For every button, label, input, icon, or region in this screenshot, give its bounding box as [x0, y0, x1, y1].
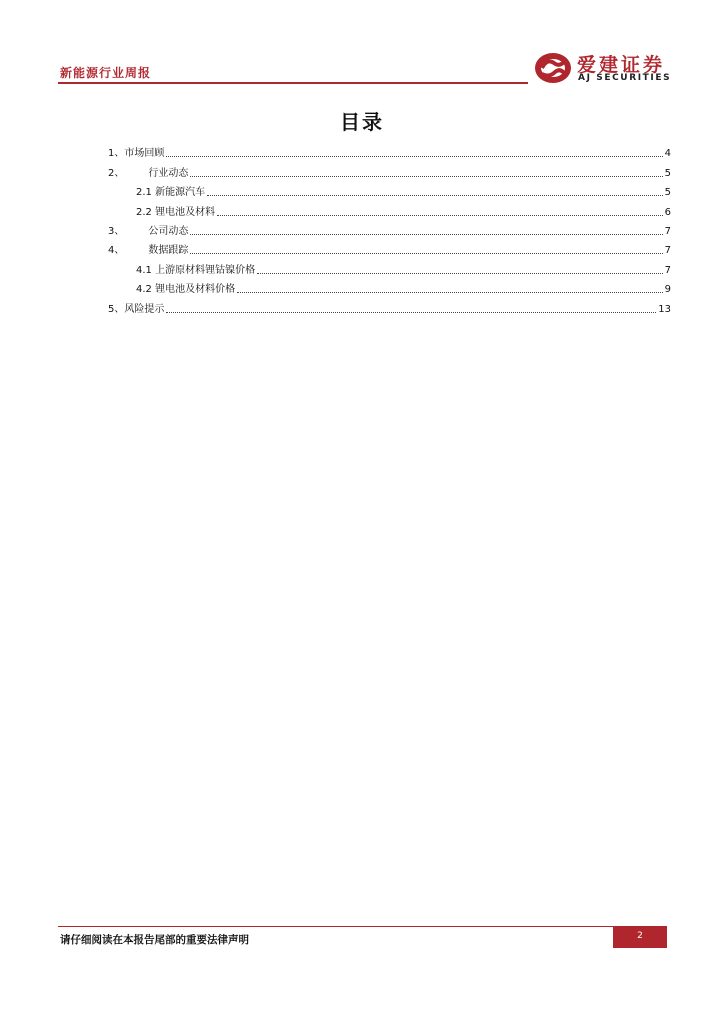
logo-name-cn: 爱建证券 — [577, 54, 666, 76]
toc-entry-label: 4.1 上游原材料锂钴镍价格 — [136, 264, 256, 276]
toc-entry-2-2[interactable] — [108, 199, 671, 218]
toc-entry-page: 9 — [664, 284, 671, 296]
toc-entry-2-1[interactable] — [108, 180, 671, 199]
toc-entry-page: 5 — [664, 167, 671, 179]
logo-name-en: AJ SECURITIES — [578, 73, 672, 83]
toc-leader-dots — [237, 291, 663, 293]
toc-entry-4-1[interactable] — [108, 257, 671, 276]
toc-entry-label: 1、市场回顾 — [108, 148, 165, 160]
toc-leader-dots — [190, 252, 662, 254]
toc-leader-dots — [190, 175, 662, 177]
footer-disclaimer: 请仔细阅读在本报告尾部的重要法律声明 — [60, 934, 249, 946]
toc-entry-label: 4、 数据跟踪 — [108, 245, 189, 257]
toc-entry-4-2[interactable] — [108, 277, 671, 296]
toc-entry-page: 5 — [664, 187, 671, 199]
toc-leader-dots — [190, 233, 662, 235]
toc-leader-dots — [166, 155, 662, 157]
footer-rule — [58, 926, 613, 927]
toc-entry-label: 5、风险提示 — [108, 303, 165, 315]
toc-leader-dots — [257, 272, 663, 274]
report-header-title: 新能源行业周报 — [60, 66, 152, 80]
toc-entry-5[interactable] — [108, 296, 671, 315]
header-rule — [58, 82, 528, 84]
toc-entry-page: 4 — [664, 148, 671, 160]
toc-entry-label: 2、 行业动态 — [108, 167, 189, 179]
toc-entry-label: 3、 公司动态 — [108, 225, 189, 237]
toc-entry-label: 2.2 锂电池及材料 — [136, 206, 216, 218]
toc-entry-4[interactable] — [108, 238, 671, 257]
toc-leader-dots — [166, 311, 656, 313]
toc-entry-page: 6 — [664, 206, 671, 218]
toc-entry-1[interactable] — [108, 141, 671, 160]
logo-mark-icon — [533, 50, 573, 86]
toc-leader-dots — [207, 194, 663, 196]
toc-entry-page: 7 — [664, 264, 671, 276]
toc-entry-3[interactable] — [108, 219, 671, 238]
toc-leader-dots — [217, 214, 663, 216]
toc-entry-page: 7 — [664, 225, 671, 237]
toc-entry-label: 4.2 锂电池及材料价格 — [136, 284, 236, 296]
page-number-badge: 2 — [613, 926, 667, 948]
toc-entry-page: 13 — [658, 303, 671, 315]
toc-entry-2[interactable] — [108, 160, 671, 179]
toc-heading: 目录 — [340, 110, 384, 134]
table-of-contents — [108, 141, 671, 316]
toc-entry-page: 7 — [664, 245, 671, 257]
company-logo — [533, 50, 673, 86]
toc-entry-label: 2.1 新能源汽车 — [136, 187, 206, 199]
